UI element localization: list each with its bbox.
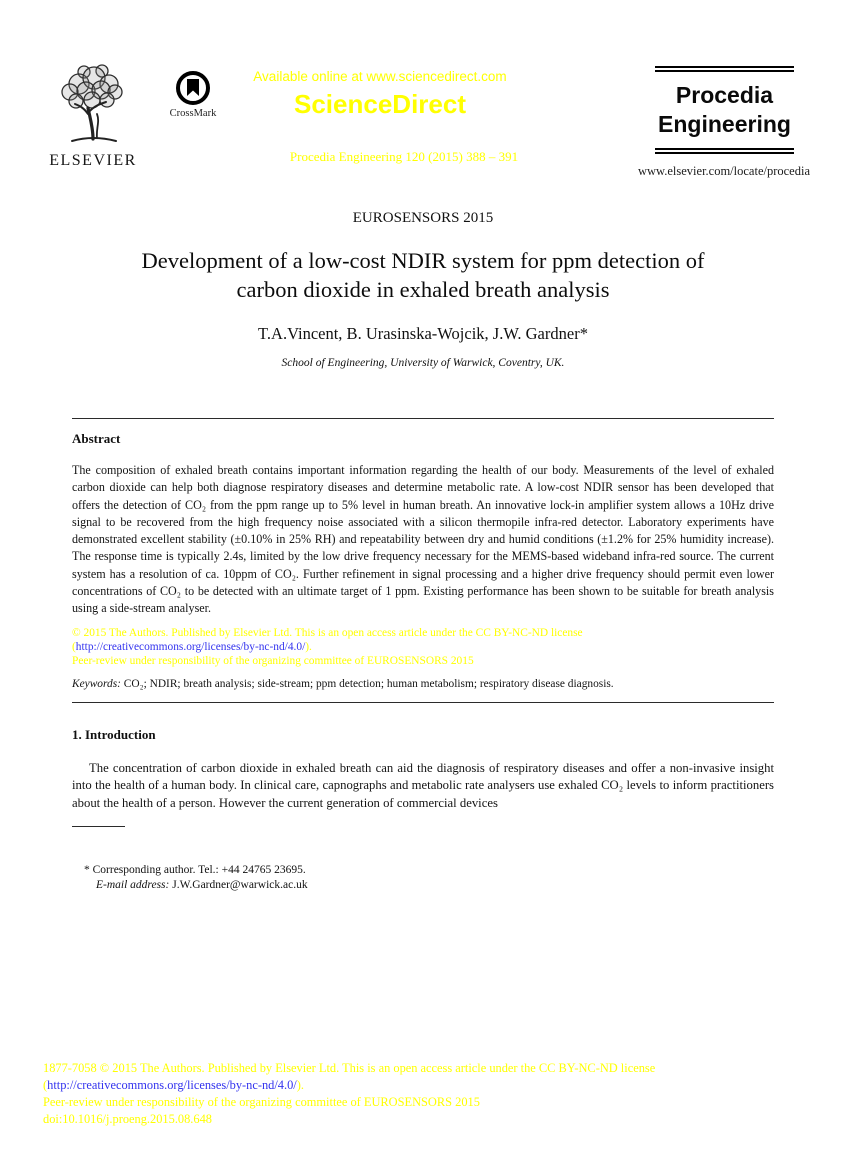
license-block xyxy=(72,627,774,668)
sciencedirect-logo: ScienceDirect xyxy=(294,89,466,119)
footnote-rule xyxy=(72,826,125,827)
license-paren-open: ( xyxy=(72,640,76,653)
introduction-body: The concentration of carbon dioxide in exhaled breath can aid the diagnosis of respiratory diseases and offer a non-invasive insight into the health of a human body. In clinical care, capnographs and metabolic rate analysers use exhaled CO₂ levels to inform practitioners about the health of a person. However the current generation of commercial devices xyxy=(72,761,774,810)
journal-name xyxy=(655,81,794,139)
footer-block xyxy=(43,1060,823,1128)
elsevier-logo-text: ELSEVIER xyxy=(49,152,137,169)
crossmark-icon xyxy=(176,71,210,105)
elsevier-tree-icon xyxy=(48,64,138,146)
license-url-link[interactable]: http://creativecommons.org/licenses/by-nc-nd/4.0/ xyxy=(75,640,306,653)
abstract-body: The composition of exhaled breath contains important information regarding the health of our body. Measurements of the level of exhaled carbon dioxide can help both diagnose respiratory diseases and determine metabolic rate. A low-cost NDIR sensor has been developed that offers the detection of CO₂ from the ppm range up to 5% level in human breath. An innovative lock-in amplifier system allows a 10Hz drive signal to be recovered from the high frequency noise associated with a silicon thermopile infra-red detector. Laboratory experiments have demonstrated excellent stability (±0.10% in 25% RH) and repeatability between dry and humid conditions (±1.2% for 25% humidity increase). The response time is typically 2.4s, limited by the low drive frequency necessary for the MEMS-based wideband infra-red source. The current system has a resolution of ca. 10ppm of CO₂. Further refinement in signal processing and a higher drive frequency should permit even lower concentrations of CO₂ to be detected with an ultimate target of 1 ppm. Existing performance has been shown to be suitable for breath analysis using a side-stream analyser. xyxy=(72,463,774,616)
footer-license-line xyxy=(43,1077,823,1094)
license-line3: Peer-review under responsibility of the organizing committee of EUROSENSORS 2015 xyxy=(72,654,474,667)
abstract-heading: Abstract xyxy=(72,431,121,446)
footer-url-link[interactable]: http://creativecommons.org/licenses/by-nc-nd/4.0/ xyxy=(47,1077,297,1092)
keywords-text: CO₂; NDIR; breath analysis; side-stream; ppm detection; human metabolism; respiratory disease diagnosis. xyxy=(120,678,614,690)
introduction-heading: 1. Introduction xyxy=(72,727,156,742)
available-online-text: Available online at www.sciencedirect.com xyxy=(253,69,507,84)
journal-citation: Procedia Engineering 120 (2015) 388 – 391 xyxy=(289,149,519,164)
footer-paren-open: ( xyxy=(43,1077,48,1092)
footer-paren-close: ). xyxy=(296,1077,304,1092)
crossmark-label: CrossMark xyxy=(169,108,217,119)
keywords-line xyxy=(72,678,774,690)
footnote-email-address[interactable]: J.W.Gardner@warwick.ac.uk xyxy=(172,879,308,891)
license-paren-close: ). xyxy=(305,640,312,653)
journal-box-bottom-rule xyxy=(655,148,794,154)
crossmark-badge[interactable] xyxy=(166,71,220,119)
footnote-email-label: E-mail address: xyxy=(96,879,170,891)
divider-below-keywords xyxy=(72,702,774,703)
footer-doi-line: doi:10.1016/j.proeng.2015.08.648 xyxy=(43,1111,212,1126)
paper-title xyxy=(0,246,846,304)
elsevier-logo xyxy=(46,64,140,170)
footnote-corresponding-author: * Corresponding author. Tel.: +44 24765 23695. xyxy=(84,864,306,876)
authors-line: T.A.Vincent, B. Urasinska-Wojcik, J.W. Gardner* xyxy=(258,324,588,343)
footer-peer-review-line: Peer-review under responsibility of the organizing committee of EUROSENSORS 2015 xyxy=(43,1094,480,1109)
conference-name: EUROSENSORS 2015 xyxy=(352,210,494,226)
keywords-label: Keywords: xyxy=(72,678,121,690)
footnote-email-line xyxy=(96,879,308,891)
affiliation-line: School of Engineering, University of Warwick, Coventry, UK. xyxy=(281,357,565,369)
paper-title-line2: carbon dioxide in exhaled breath analysis xyxy=(236,277,610,302)
journal-box-top-rule xyxy=(655,66,794,72)
divider-above-abstract xyxy=(72,418,774,419)
paper-title-line1: Development of a low-cost NDIR system for ppm detection of xyxy=(141,248,705,273)
license-line1: © 2015 The Authors. Published by Elsevier Ltd. This is an open access article under the CC BY-NC-ND license xyxy=(72,627,583,639)
footer-issn-line: 1877-7058 © 2015 The Authors. Published by Elsevier Ltd. This is an open access article under the CC BY-NC-ND license xyxy=(43,1061,656,1075)
journal-name-line2: Engineering xyxy=(658,111,791,137)
license-line2 xyxy=(72,641,774,655)
journal-url[interactable]: www.elsevier.com/locate/procedia xyxy=(637,164,811,178)
journal-name-line1: Procedia xyxy=(675,82,774,108)
journal-box xyxy=(655,66,794,154)
